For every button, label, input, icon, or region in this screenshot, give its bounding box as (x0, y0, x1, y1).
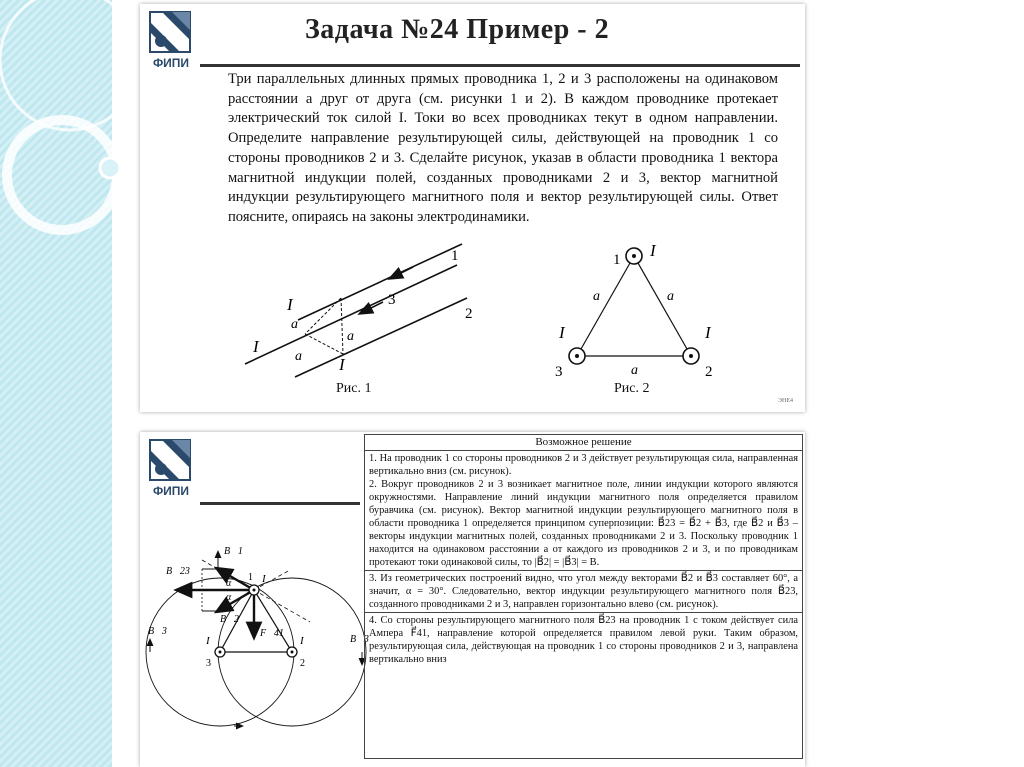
wire-3-line (245, 265, 457, 364)
label-alpha: α (226, 592, 232, 603)
label-b3-right: B⃗3 (350, 634, 369, 645)
solution-step-1: 1. На проводник 1 со стороны проводников 2 и 3 действует результирующая сила, направленная вертикально вниз (см. рисунок). (369, 453, 798, 477)
wire-label-1: 1 (451, 248, 459, 264)
page-mark: ЭНЕ4 (778, 398, 793, 404)
distance-label: a (667, 289, 674, 304)
label-wire-2: 2 (300, 658, 305, 669)
solution-separator (365, 570, 802, 571)
right-margin (822, 0, 1024, 767)
decorative-left-band (0, 0, 112, 767)
distance-label: a (631, 363, 638, 378)
solution-heading: Возможное решение (365, 435, 802, 451)
label-current: I (300, 635, 304, 647)
fipi-logo (148, 438, 192, 504)
fipi-logo-icon (148, 438, 194, 482)
label-f41: F⃗41 (260, 628, 284, 639)
solution-step-3: 3. Из геометрических построений видно, что угол между векторами B⃗2 и B⃗3 составляет 60°, а значит, α = 30°. Следовательно, вектор индукции результирующего магнитного поля B⃗23, созданного проводниками 2 и 3, направлен горизонтально влево (см. рисунок). (369, 573, 798, 610)
solution-step-4: 4. Со стороны результирующего магнитного поля B⃗23 на проводник 1 с током действует сила Ампера F⃗41, направление которой определяется правилом левой руки. Таким образом, результирующая сила, действующая на проводник 1 со стороны проводников 2 и 3, направлена вертикально вниз (369, 615, 798, 665)
wire-1-cross-section (249, 585, 259, 595)
solution-box (364, 434, 803, 759)
figure-2-caption: Рис. 2 (614, 381, 650, 396)
logo-text: ФИПИ (152, 56, 190, 70)
label-b3: B⃗3 (148, 626, 167, 637)
wire-3-cross-section (569, 348, 585, 364)
solution-slide (140, 432, 805, 767)
wire-3-cross-section (215, 647, 225, 657)
current-label-2: I (339, 355, 345, 374)
solution-separator (365, 612, 802, 613)
wire-2-cross-section (683, 348, 699, 364)
current-label-3: I (253, 337, 259, 356)
task-slide (140, 4, 805, 412)
wire-label-1: 1 (613, 252, 621, 268)
slide-title: Задача №24 Пример - 2 (305, 14, 610, 45)
solution-diagram (142, 540, 369, 765)
label-wire-1: 1 (248, 572, 253, 583)
wire-label-2: 2 (705, 364, 713, 380)
fipi-logo (148, 10, 192, 76)
label-current: I (206, 635, 210, 647)
logo-text: ФИПИ (152, 484, 190, 498)
current-label: I (559, 323, 565, 342)
wire-1-cross-section (626, 248, 642, 264)
distance-label: a (593, 289, 600, 304)
label-b2: B⃗2 (220, 614, 239, 625)
distance-label: a (291, 317, 298, 332)
figure-1-caption: Рис. 1 (336, 381, 372, 396)
figure-2 (545, 236, 735, 381)
title-divider (200, 502, 360, 505)
label-wire-3: 3 (206, 658, 211, 669)
wire-label-2: 2 (465, 306, 473, 322)
solution-body (365, 451, 802, 667)
label-alpha: α (226, 578, 232, 589)
fipi-logo-icon (148, 10, 194, 54)
label-current: I (262, 573, 266, 585)
wire-label-3: 3 (555, 364, 563, 380)
current-label-1: I (287, 295, 293, 314)
distance-label: a (347, 329, 354, 344)
figure-1 (235, 232, 475, 392)
wire-label-3: 3 (388, 292, 396, 308)
wire-2-cross-section (287, 647, 297, 657)
label-b1: B⃗1 (224, 546, 243, 557)
current-label: I (705, 323, 711, 342)
current-label: I (650, 241, 656, 260)
wire-1-line (298, 244, 462, 320)
decorative-circles (0, 0, 112, 767)
solution-step-2: 2. Вокруг проводников 2 и 3 возникает магнитное поле, линии индукции которого являются окружностями. Направление линий индукции магнитного поля определяется правилом буравчика (см. рисунок). Вектор магнитной индукции результирующего магнитного поля в области проводника 1 определяется принципом суперпозиции: B⃗23 = B⃗2 + B⃗3, где B⃗2 и B⃗3 – векторы индукции магнитных полей, созданных проводниками 2 и 3. Поскольку проводник 1 находится на одинаковом расстоянии a от каждого из проводников 2 и 3, и по проводникам протекают токи одинаковой силы, то |B⃗2| = |B⃗3| = B. (369, 479, 798, 568)
label-b23: B⃗23 (166, 566, 190, 577)
title-divider (200, 64, 800, 67)
task-statement: Три параллельных длинных прямых проводника 1, 2 и 3 расположены на одинаковом расстоянии a друг от друга (см. рисунки 1 и 2). В каждом проводнике протекает электрический ток силой I. Токи во всех проводниках текут в одном направлении. Определите направление результирующей силы, действующей на проводник 1 со стороны проводников 2 и 3. Сделайте рисунок, указав в области проводника 1 вектора магнитной индукции полей, созданных проводниками 2 и 3, вектор магнитной индукции результирующего магнитного поля и вектор результирующей силы. Ответ поясните, опираясь на законы электродинамики. (228, 71, 778, 225)
distance-label: a (295, 349, 302, 364)
